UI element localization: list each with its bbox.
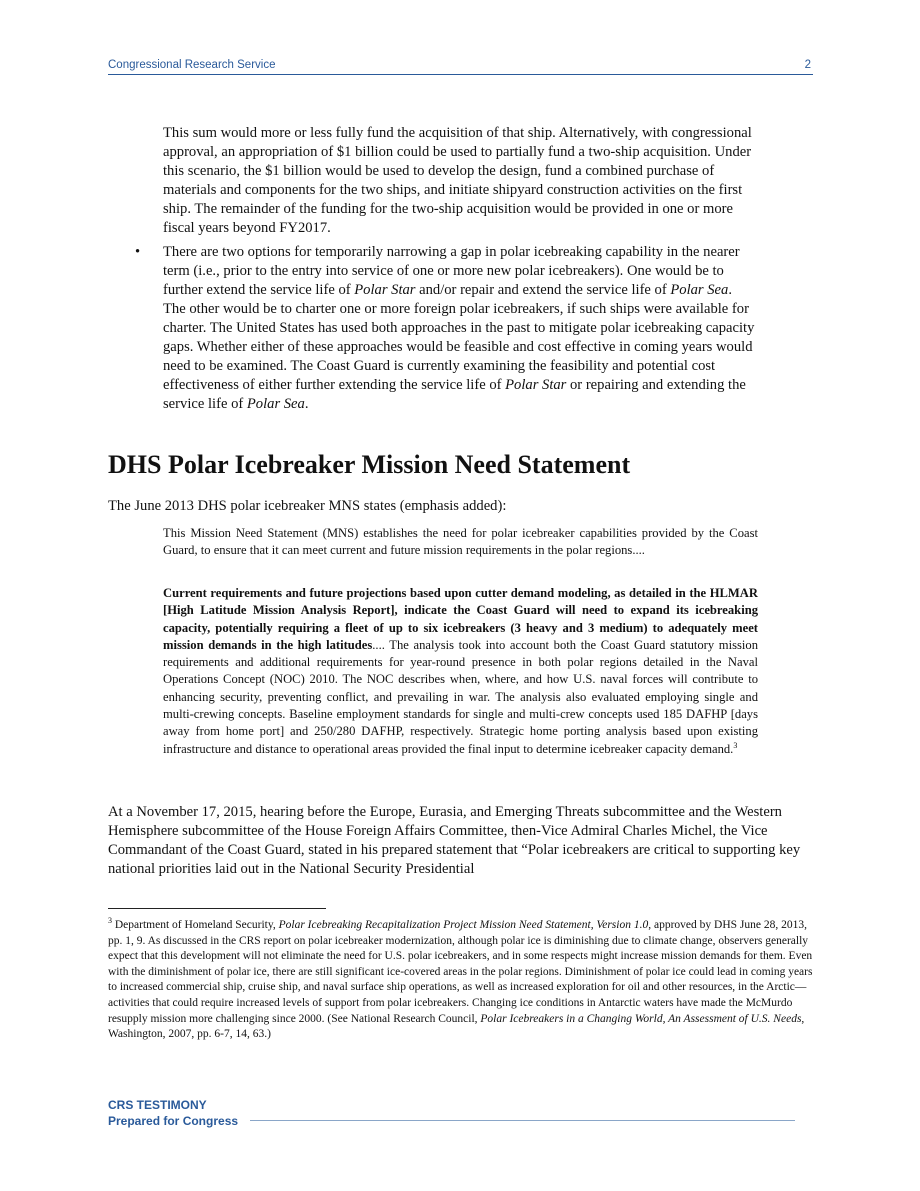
citation-title: Polar Icebreakers in a Changing World, An Assessment of U.S. Needs [480, 1012, 802, 1025]
bullet-text: There are two options for temporarily narrowing a gap in polar icebreaking capability in the nearer term (i.e., prior to the entry into service of one or more new polar icebreakers). One would be to further extend the service life of Polar Star and/or repair and extend the service life of Polar Sea. The other would be to charter one or more foreign polar icebreakers, if such ships were available for charter. The United States has used both approaches in the past to mitigate polar icebreaking capacity gaps. Whether either of these approaches would be feasible and cost effective in coming years would need to be examined. The Coast Guard is currently examining the feasibility and potential cost effectiveness of either further extending the service life of Polar Star or repairing and extending the service life of Polar Sea. [163, 244, 755, 412]
footnote-reference: 3 [733, 740, 738, 750]
ship-name: Polar Sea [246, 396, 305, 412]
ship-name: Polar Star [354, 282, 416, 298]
footnote-number: 3 [108, 916, 112, 926]
citation-title: Polar Icebreaking Recapitalization Project Mission Need Statement, Version 1.0 [278, 919, 649, 931]
page-header [108, 58, 813, 75]
ship-name: Polar Star [505, 377, 567, 393]
footnote-divider [108, 908, 326, 909]
body-paragraph: At a November 17, 2015, hearing before the Europe, Eurasia, and Emerging Threats subcommittee and the Western Hemisphere subcommittee of the House Foreign Affairs Committee, then-Vice Admiral Charles Michel, the Vice Commandant of the Coast Guard, stated in his prepared statement that “Polar icebreakers are critical to supporting key national priorities laid out in the National Security Presidential [108, 804, 801, 877]
footnote: $^3$ Department of Homeland Security, Polar Icebreaking Recapitalization Project Mission Need Statement, Version 1.0, approved by DHS June 28, 2013, pp. 1, 9. As discussed in the CRS report on polar icebreaker modernization, although polar ice is diminishing due to climate change, observers generally expect that this development will not eliminate the need for U.S. polar icebreakers, and in some respects might increase mission demands for them. Even with the diminishment of polar ice, there are still significant ice-covered areas in the polar regions. Diminishment of polar ice could lead in coming years to increased commercial ship, cruise ship, and naval surface ship operations, as well as increased exploration for oil and other resources, in the Arctic—activities that could require increased levels of support from polar icebreakers. Changing ice conditions in Antarctic waters have made the McMurdo resupply mission more challenging since 2000. (See National Research Council, Polar Icebreakers in a Changing World, An Assessment of U.S. Needs, Washington, 2007, pp. 6-7, 14, 63.) [108, 916, 813, 1041]
bullet-item [135, 243, 758, 414]
ship-name: Polar Sea [670, 282, 729, 298]
footer-subtitle: Prepared for Congress [108, 1113, 239, 1128]
footer-title: CRS TESTIMONY [108, 1098, 207, 1112]
section-heading: DHS Polar Icebreaker Mission Need Statement [108, 450, 631, 479]
header-page-number: 2 [804, 59, 811, 71]
page-footer [108, 1098, 238, 1129]
bullet-marker: • [135, 244, 141, 260]
section-intro: The June 2013 DHS polar icebreaker MNS states (emphasis added): [108, 498, 507, 514]
emphasis-text: Current requirements and future projections based upon cutter demand modeling, as detailed in the HLMAR [High Latitude Mission Analysis Report], indicate the Coast Guard will need to expand its icebreaking capacity, potentially requiring a fleet of up to six icebreakers (3 heavy and 3 medium) to adequately meet mission demands in the high latitudes [163, 586, 758, 652]
continuation-paragraph: This sum would more or less fully fund the acquisition of that ship. Alternatively, with congressional approval, an appropriation of $1 billion could be used to partially fund a two-ship acquisition. Under this scenario, the $1 billion would be used to develop the design, fund a combined purchase of materials and components for the two ships, and initiate shipyard construction activities on the first ship. The remainder of the funding for the two-ship acquisition would be provided in one or more fiscal years beyond FY2017. [163, 125, 752, 236]
block-quote-paragraph: Current requirements and future projections based upon cutter demand modeling, as detailed in the HLMAR [High Latitude Mission Analysis Report], indicate the Coast Guard will need to expand its icebreaking capacity, potentially requiring a fleet of up to six icebreakers (3 heavy and 3 medium) to adequately meet mission demands in the high latitudes.... The analysis took into account both the Coast Guard statutory mission requirements and additional requirements for year-round presence in both polar regions detailed in the Naval Operations Concept (NOC) 2010. The NOC describes when, where, and how U.S. naval forces will contribute to enhancing security, preventing conflict, and prevailing in war. The analysis also evaluated employing single and multi-crewing concepts. Baseline employment standards for single and multi-crew concepts used 185 DAFHP [days away from home port] and 250/280 DAFHP, respectively. Strategic home porting analysis based upon existing infrastructure and distance to operational areas provided the final input to determine icebreaker capacity demand.$^3$ [163, 586, 758, 756]
footer-rule [250, 1120, 795, 1121]
header-organization: Congressional Research Service [108, 59, 276, 71]
block-quote-paragraph: This Mission Need Statement (MNS) establishes the need for polar icebreaker capabilities provided by the Coast Guard, to ensure that it can meet current and future mission requirements in the polar regions.... [163, 526, 758, 558]
